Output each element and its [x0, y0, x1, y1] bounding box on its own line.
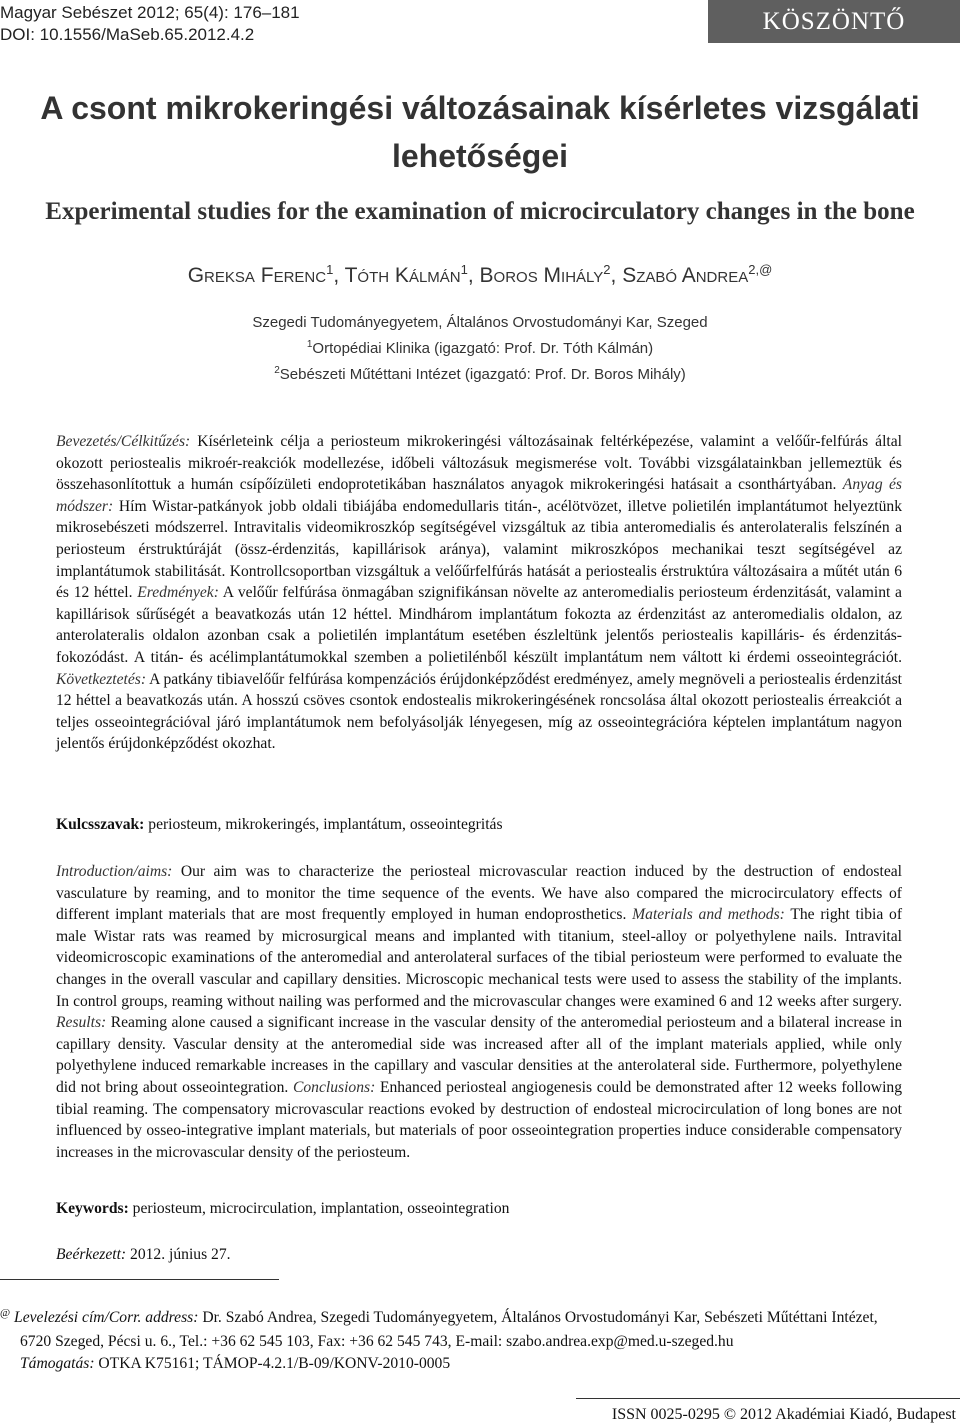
affiliation-2-text: Sebészeti Műtéttani Intézet (igazgató: Prof. Dr. Boros Mihály) [279, 366, 686, 383]
correspondence-mark: @ [0, 1307, 11, 1319]
author-name: Tóth Kálmán [344, 264, 461, 287]
correspondence-line-2: 6720 Szeged, Pécsi u. 6., Tel.: +36 62 545 103, Fax: +36 62 545 743, E-mail: szabo.andrea.exp@med.u-szeged.hu [20, 1333, 734, 1351]
funding-text: OTKA K75161; TÁMOP-4.2.1/B-09/KONV-2010-0005 [94, 1355, 451, 1372]
keywords-label: Keywords: [56, 1200, 129, 1217]
author-affiliation-mark: 2,@ [748, 262, 773, 277]
received-label: Beérkezett: [56, 1246, 127, 1263]
footnote-divider [0, 1279, 279, 1280]
author-name: Greksa Ferenc [187, 264, 327, 287]
affiliations [0, 312, 960, 386]
section-label: Results: [56, 1014, 107, 1032]
affiliation-2 [0, 360, 960, 386]
section-label: Anyag és módszer: [56, 476, 902, 515]
title-hungarian [30, 84, 930, 180]
affiliation-1-text: Ortopédiai Klinika (igazgató: Prof. Dr. Tóth Kálmán) [312, 340, 654, 357]
section-label: Introduction/aims: [56, 863, 173, 880]
affiliation-main: Szegedi Tudományegyetem, Általános Orvostudományi Kar, Szeged [252, 314, 708, 331]
section-text: Enhanced periosteal angiogenesis could be demonstrated after 12 weeks following tibial reaming. The compensatory microvascular reactions evoked by destruction of endosteal microcirculation of long bones are not influenced by osseo-integrative implant materials, but materials of poor osseointegration properties induce considerable compensatory increases in the microvascular density of the periosteum. [56, 1078, 902, 1161]
section-text: Hím Wistar-patkányok jobb oldali tibiájába endomedullaris titán-, acélötvözet, illetve polietilén implantátumot helyeztünk mikrosebészeti módszerrel. Intravitalis videomikroszkóp segítségével vizsgáltuk az tibia anteromedialis és anterolateralis felszínén a periosteum érstruktúráját (össz-érdenzitás, kapillárisok aránya), valamint mikroszkópos mechanikai teszt segítségével az implantátumok stabilitását. Kontrollcsoportban vizsgáltuk a velőűrfelfúrás hatását a periostealis érstruktúra változásaira a műtét után 6 és 12 héttel. [56, 497, 902, 602]
journal-header [0, 2, 300, 46]
correspondence-line-1: Dr. Szabó Andrea, Szegedi Tudományegyetem, Általános Orvostudományi Kar, Sebészeti Műtéttani Intézet, [198, 1309, 878, 1327]
keywords-text: periosteum, microcirculation, implantation, osseointegration [128, 1200, 510, 1217]
footer-issn: ISSN 0025-0295 © 2012 Akadémiai Kiadó, Budapest [611, 1406, 956, 1423]
author-affiliation-mark: 2 [603, 262, 611, 277]
abstract-english [56, 861, 902, 1163]
footer-divider [576, 1398, 960, 1399]
author-affiliation-mark: 1 [326, 262, 334, 277]
doi: DOI: 10.1556/MaSeb.65.2012.4.2 [0, 25, 255, 44]
title-hungarian-line-1: A csont mikrokeringési változásainak kísérletes vizsgálati [40, 90, 920, 126]
received-date [56, 1244, 231, 1265]
author-name: Szabó Andrea [622, 264, 749, 287]
keywords-label: Kulcsszavak: [56, 816, 145, 833]
affiliation-mark: 2 [274, 365, 280, 376]
funding [20, 1352, 450, 1376]
keywords-text: periosteum, mikrokeringés, implantátum, osseointegritás [144, 816, 503, 833]
title-hungarian-line-2: lehetőségei [391, 138, 569, 174]
author-affiliation-mark: 1 [460, 262, 468, 277]
section-text: Kísérleteink célja a periosteum mikrokeringési változásainak feltérképezése, valamint a velőűr-felfúrás által okozott periostealis mikroér-reakciók modellezése, időbeli változásuk megismerése volt. További vizsgálatainkban jellemeztük és összehasonlítottuk a humán csípőízületi endoprotetikában használatos anyagok mikrokeringési hatásait a csonthártyában. [56, 433, 902, 494]
author-list: Greksa Ferenc$^1$, Tóth Kálmán$^1$, Boros Mihály$^2$, Szabó Andrea$^{2,@}$ [187, 262, 773, 287]
section-label: Bevezetés/Célkitűzés: [56, 433, 191, 450]
section-text: A patkány tibiavelőűr felfúrása kompenzációs érújdonképződést eredményez, amely megnöveli a periostealis érdenzitást 12 héttel a beavatkozás után. A hosszú csöves csontok endostealis mikrokeringésének roncsolása által okozott periostealis érreakciót a teljes osseointegrációval járó implantátumok nem befolyásolják lényegesen, míg az osseointegrációra képtelen implantátum nagyon jelentős érújdonképződést okozhat. [56, 670, 902, 753]
section-label: Conclusions: [292, 1078, 376, 1096]
received-value: 2012. június 27. [126, 1246, 231, 1263]
journal-citation: Magyar Sebészet 2012; 65(4): 176–181 [0, 3, 300, 22]
affiliation-1 [0, 334, 960, 360]
keywords-english [56, 1198, 902, 1220]
section-label: Eredmények: [137, 584, 219, 602]
section-label: Materials and methods: [632, 906, 785, 924]
section-badge: KÖSZÖNTŐ [708, 0, 960, 43]
correspondence-label: Levelezési cím/Corr. address: [14, 1309, 199, 1327]
author-name: Boros Mihály [479, 264, 604, 287]
keywords-hungarian [56, 814, 902, 836]
section-text: A velőűr felfúrása önmagában szignifikánsan növelte az anteromedialis periosteum érdenzitását, valamint a kapillárisok sűrűségét a beavatkozás után 12 héttel. Mindhárom implantátum fokozta az érdenzitást az anteromedialis oldalon, az anterolateralis oldalon azonban csak a polietilén implantátum esetében észleltünk jelentős periostealis kapilláris- és érdenzitás-fokozódást. A titán- és acélimplantátumokkal szemben a polietilénből készült implantátum nem váltott ki érdemi osseointegrációt. [56, 584, 902, 666]
section-text: The right tibia of male Wistar rats was reamed by microsurgical means and implanted with titanium, steel-alloy or polyethylene nails. Intravital videomicroscopic examinations of the anteromedial and anterolateral surfaces of the tibial periosteum were performed to evaluate the changes in the overall vascular and capillary densities. Microscopic mechanical tests were used to assess the stability of the implants. In control groups, reaming without nailing was performed and the microvascular changes were examined 6 and 12 weeks after surgery. [56, 906, 903, 1010]
section-text: Our aim was to characterize the periosteal microvascular reaction induced by the destruction of endosteal vasculature by reaming, and to monitor the time sequence of the events. We have also compared the microcirculatory effects of different implant materials that are most frequently employed in human endoprosthetics. [56, 863, 902, 924]
section-label: Következtetés: [56, 670, 147, 688]
correspondence [0, 1301, 960, 1354]
funding-label: Támogatás: [20, 1355, 95, 1372]
section-text: Reaming alone caused a significant increase in the vascular density of the anteromedial periosteum and a bilateral increase in capillary density. Vascular density at the anteromedial side was increased after all of the implant materials applied, while only polyethylene induced remarkable increases in the capillary and vascular densities at the anterolateral side. Furthermore, polyethylene did not bring about osseointegration. [56, 1014, 902, 1096]
affiliation-mark: 1 [306, 339, 313, 350]
title-english: Experimental studies for the examination of microcirculatory changes in the bone [45, 198, 915, 225]
abstract-hungarian [56, 431, 902, 755]
